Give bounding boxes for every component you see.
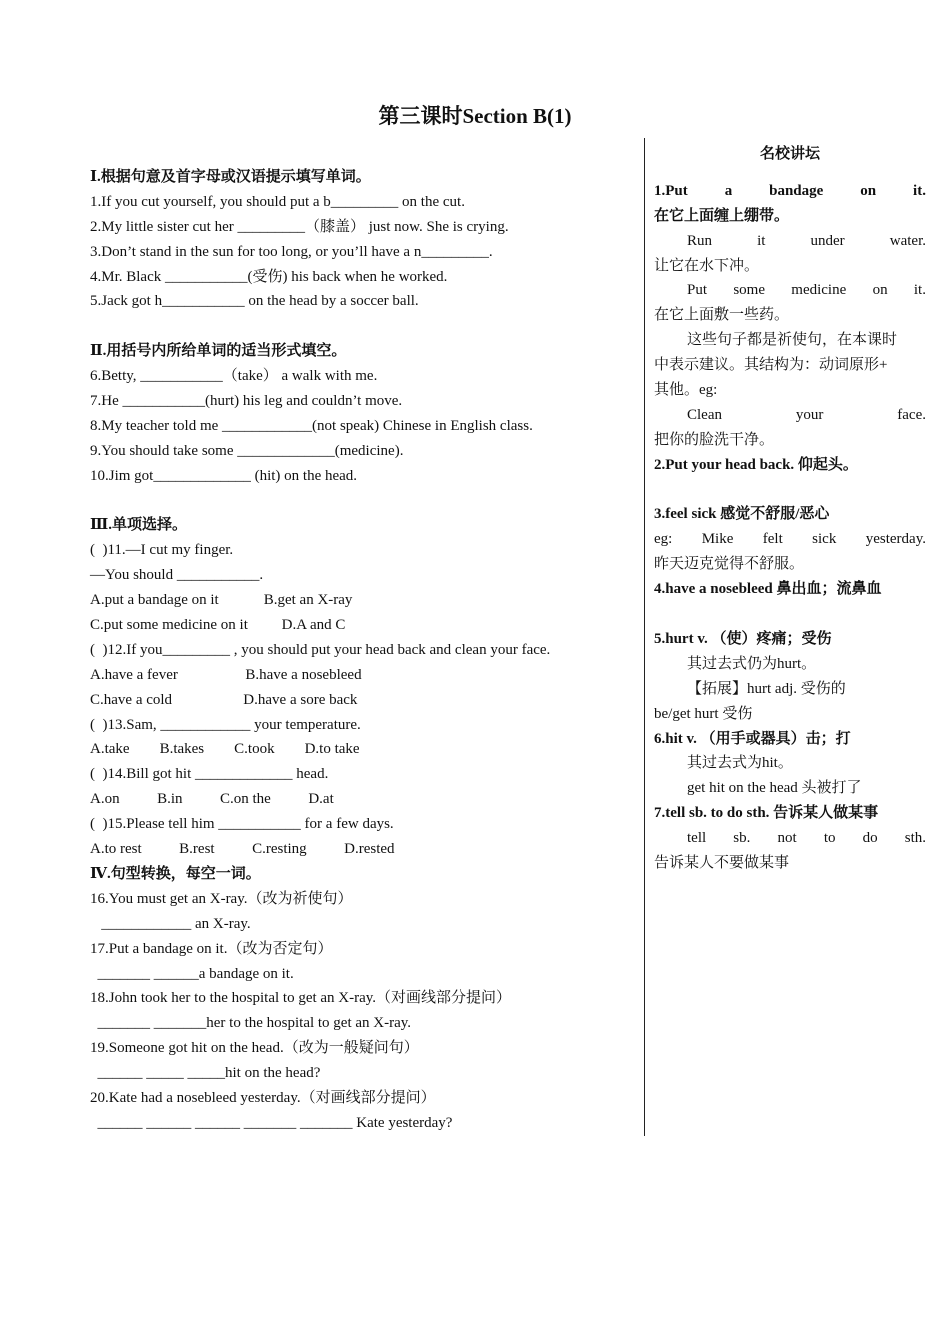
note-word: medicine <box>791 282 847 299</box>
note-line <box>654 527 926 552</box>
note-heading: 在它上面缠上绷带。 <box>654 207 790 224</box>
note-line: 其他。eg: <box>654 382 718 399</box>
note-line: get hit on the head 头被打了 <box>687 780 862 797</box>
note-word: not <box>777 830 797 847</box>
note-word: sth. <box>904 830 926 847</box>
notes-title: 名校讲坛 <box>759 146 820 162</box>
exercise-line: A.to rest B.rest C.resting D.rested <box>90 841 395 858</box>
section-heading: Ⅲ.单项选择。 <box>90 517 188 534</box>
note-heading: 6.hit v. （用手或器具）击；打 <box>654 730 851 747</box>
exercise-line: ______ _____ _____hit on the head? <box>90 1065 321 1082</box>
page-title: 第三课时Section B(1) <box>378 104 572 128</box>
note-word: felt <box>762 531 783 548</box>
exercise-line: ______ ______ ______ _______ _______ Kate yesterday? <box>90 1114 453 1131</box>
note-heading: 4.have a nosebleed 鼻出血；流鼻血 <box>654 581 882 598</box>
note-word: Run <box>687 232 713 249</box>
note-word: some <box>733 282 765 299</box>
note-heading: 7.tell sb. to do sth. 告诉某人做某事 <box>654 805 879 822</box>
exercise-line: 9.You should take some _____________(medicine). <box>90 442 404 459</box>
exercise-line: ( )14.Bill got hit _____________ head. <box>90 766 329 783</box>
exercise-line: 18.John took her to the hospital to get an X-ray.（对画线部分提问） <box>90 990 512 1007</box>
column-divider <box>644 138 645 1136</box>
exercise-line: ( )12.If you_________ , you should put your head back and clean your face. <box>90 641 551 658</box>
note-word: bandage <box>769 182 824 199</box>
exercise-line: 2.My little sister cut her _________（膝盖） just now. She is crying. <box>90 218 509 235</box>
exercise-line: 19.Someone got hit on the head.（改为一般疑问句） <box>90 1040 419 1057</box>
note-line: 这些句子都是祈使句，在本课时 <box>687 332 898 349</box>
spacer <box>90 314 630 339</box>
section-heading: Ⅳ.句型转换，每空一词。 <box>90 865 261 882</box>
exercise-line: 5.Jack got h___________ on the head by a soccer ball. <box>90 293 419 310</box>
note-line <box>654 229 926 254</box>
note-word: water. <box>889 232 926 249</box>
note-heading: 3.feel sick 感觉不舒服/恶心 <box>654 506 830 523</box>
exercise-line: ( )15.Please tell him ___________ for a few days. <box>90 816 394 833</box>
exercise-line: —You should ___________. <box>90 567 264 584</box>
note-word: eg: <box>654 531 673 548</box>
note-word: a <box>724 182 733 199</box>
spacer <box>90 489 630 514</box>
exercise-line: 16.You must get an X-ray.（改为祈使句） <box>90 890 353 907</box>
exercise-line: 1.If you cut yourself, you should put a b_________ on the cut. <box>90 193 465 210</box>
note-line: be/get hurt 受伤 <box>654 705 753 722</box>
note-word: on <box>860 182 877 199</box>
exercise-line: C.put some medicine on it D.A and C <box>90 617 346 634</box>
note-word: Mike <box>701 531 734 548</box>
note-line <box>654 179 926 204</box>
exercise-line: 6.Betty, ___________（take） a walk with me. <box>90 368 378 385</box>
note-word: on <box>872 282 888 299</box>
exercise-line: 17.Put a bandage on it.（改为否定句） <box>90 940 333 957</box>
exercise-line: C.have a cold D.have a sore back <box>90 691 358 708</box>
notes-column <box>654 142 926 876</box>
note-word: face. <box>897 406 926 423</box>
exercise-line: 10.Jim got_____________ (hit) on the head. <box>90 467 358 484</box>
spacer <box>654 602 926 627</box>
note-word: to <box>823 830 836 847</box>
note-word: your <box>795 406 824 423</box>
exercise-line: 3.Don’t stand in the sun for too long, or you’ll have a n_________. <box>90 243 493 260</box>
note-word: sick <box>812 531 837 548</box>
note-word: Clean <box>687 406 722 423</box>
note-line: 把你的脸洗干净。 <box>654 431 775 448</box>
note-line: 中表示建议。其结构为：动词原形+ <box>654 357 888 374</box>
note-line: 在它上面敷一些药。 <box>654 307 790 324</box>
note-line: 【拓展】hurt adj. 受伤的 <box>687 680 846 697</box>
note-line <box>654 826 926 851</box>
note-heading: 5.hurt v. （使）疼痛；受伤 <box>654 630 832 647</box>
exercise-line: 7.He ___________(hurt) his leg and couldn’t move. <box>90 393 403 410</box>
exercise-line: _______ ______a bandage on it. <box>90 965 294 982</box>
exercise-line: A.take B.takes C.took D.to take <box>90 741 360 758</box>
exercise-line: A.have a fever B.have a nosebleed <box>90 666 362 683</box>
note-word: it <box>757 232 766 249</box>
note-word: it. <box>913 282 926 299</box>
exercise-line: 8.My teacher told me ____________(not speak) Chinese in English class. <box>90 417 533 434</box>
note-word: yesterday. <box>865 531 926 548</box>
note-line <box>654 278 926 303</box>
exercise-line: ( )13.Sam, ____________ your temperature. <box>90 716 361 733</box>
note-line: 让它在水下冲。 <box>654 257 760 274</box>
note-line: 告诉某人不要做某事 <box>654 854 790 871</box>
note-word: tell <box>687 830 707 847</box>
exercise-line: ( )11.—I cut my finger. <box>90 542 234 559</box>
exercise-line: A.put a bandage on it B.get an X-ray <box>90 592 353 609</box>
exercise-line: 20.Kate had a nosebleed yesterday.（对画线部分提问） <box>90 1089 436 1106</box>
exercise-line: ____________ an X-ray. <box>90 915 251 932</box>
exercise-line: A.on B.in C.on the D.at <box>90 791 334 808</box>
note-word: sb. <box>733 830 751 847</box>
note-line: 其过去式仍为hurt。 <box>687 655 817 672</box>
note-word: do <box>862 830 878 847</box>
section-heading: Ⅱ.用括号内所给单词的适当形式填空。 <box>90 343 347 360</box>
section-heading: Ⅰ.根据句意及首字母或汉语提示填写单词。 <box>90 169 371 185</box>
note-line: 昨天迈克觉得不舒服。 <box>654 556 805 573</box>
note-word: under <box>810 232 845 249</box>
note-line <box>654 403 926 428</box>
exercise-line: _______ _______her to the hospital to get an X-ray. <box>90 1015 412 1032</box>
exercise-line: 4.Mr. Black ___________(受伤) his back when he worked. <box>90 268 448 285</box>
exercise-column <box>90 165 630 1136</box>
note-word: it. <box>913 182 926 199</box>
note-heading: 2.Put your head back. 仰起头。 <box>654 456 858 473</box>
spacer <box>654 478 926 503</box>
note-word: 1.Put <box>654 182 688 199</box>
note-line: 其过去式为hit。 <box>687 755 793 772</box>
note-word: Put <box>687 282 708 299</box>
